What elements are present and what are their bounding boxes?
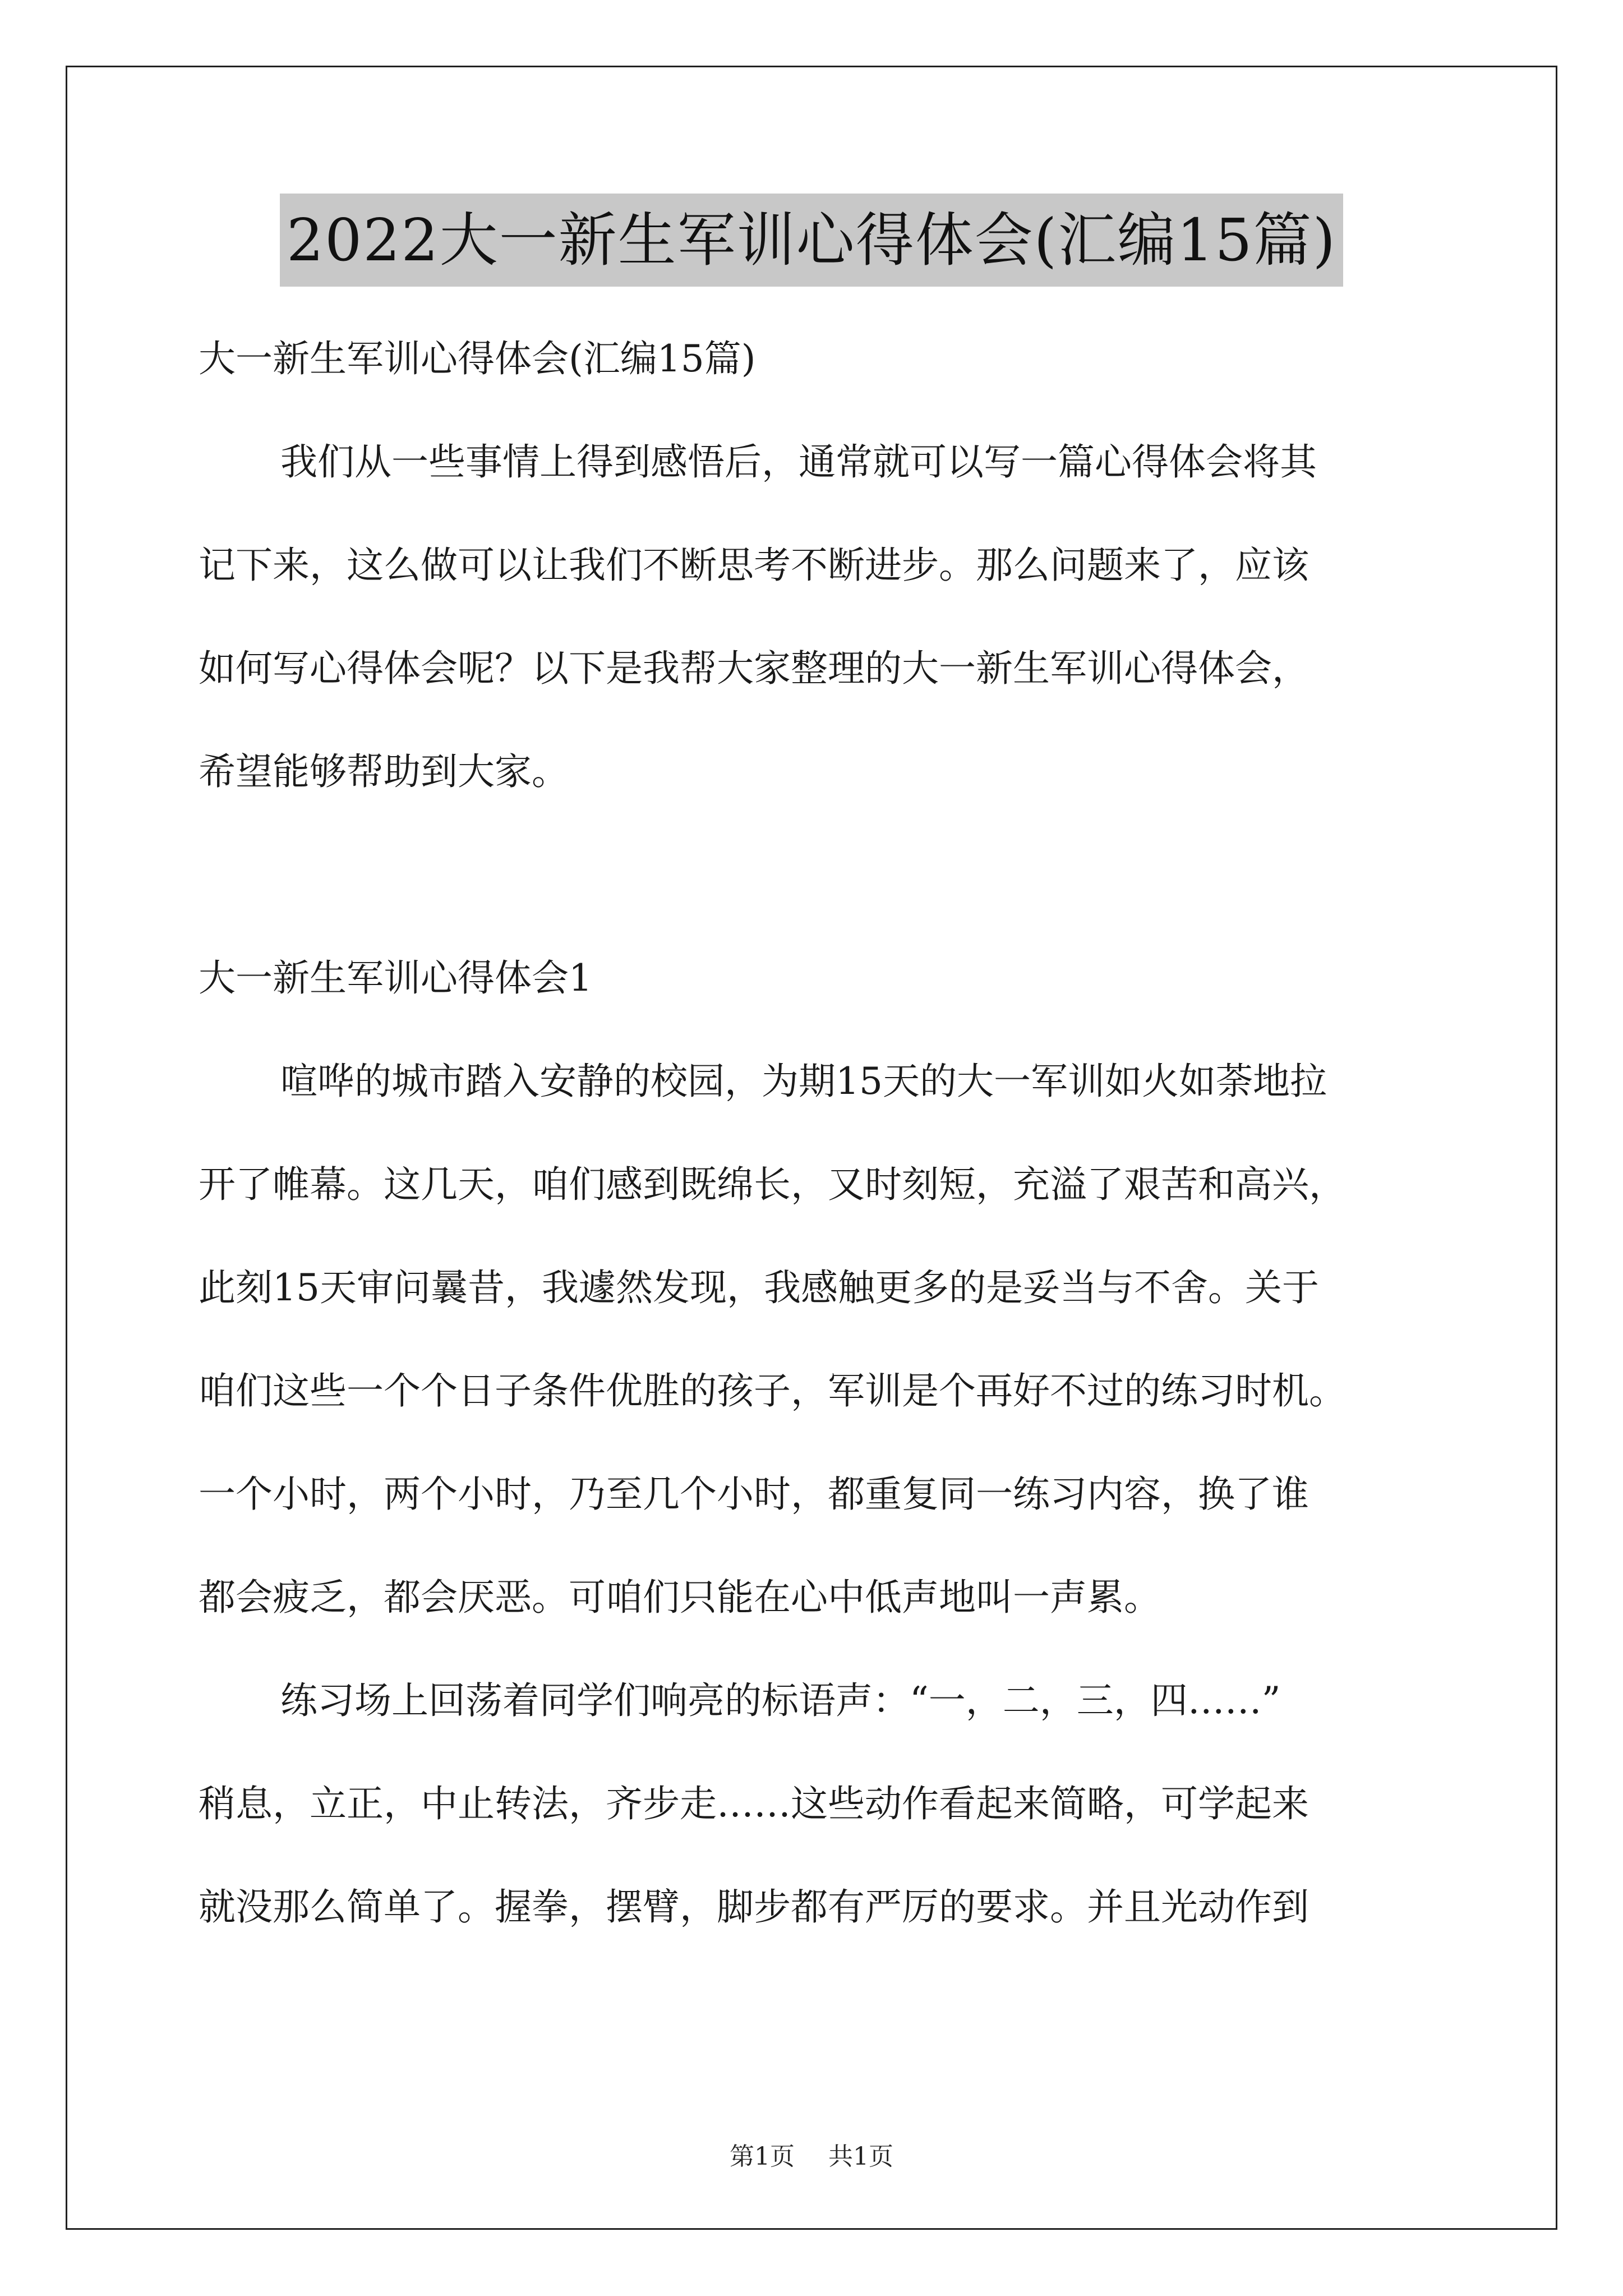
paragraph-line: 此刻15天审问曩昔，我遽然发现，我感触更多的是妥当与不舍。关于 [199,1266,1319,1309]
document-subtitle: 大一新生军训心得体会(汇编15篇) [199,337,756,380]
paragraph-line: 都会疲乏，都会厌恶。可咱们只能在心中低声地叫一声累。 [199,1576,1161,1619]
paragraph-line: 喧哗的城市踏入安静的校园，为期15天的大一军训如火如荼地拉 [280,1060,1327,1103]
page-footer [0,2136,1623,2172]
paragraph-line: 稍息，立正，中止转法，齐步走……这些动作看起来简略，可学起来 [199,1782,1309,1825]
page-total: 共1页 [828,2142,893,2171]
title-container [0,194,1623,287]
spacer [199,823,1432,927]
paragraph-line: 就没那么简单了。握拳，摆臂，脚步都有严厉的要求。并且光动作到 [199,1885,1309,1929]
paragraph-line: 希望能够帮助到大家。 [199,750,569,793]
paragraph-line: 咱们这些一个个日子条件优胜的孩子，军训是个再好不过的练习时机。 [199,1369,1346,1412]
paragraph-line: 练习场上回荡着同学们响亮的标语声：“一，二，三，四……” [280,1679,1281,1722]
section-heading: 大一新生军训心得体会1 [199,956,592,1000]
document-title: 2022大一新生军训心得体会(汇编15篇) [280,194,1343,287]
paragraph-line: 开了帷幕。这几天，咱们感到既绵长，又时刻短，充溢了艰苦和高兴， [199,1163,1346,1206]
paragraph-line: 记下来，这么做可以让我们不断思考不断进步。那么问题来了，应该 [199,544,1309,587]
document-body [199,307,1432,1959]
paragraph-line: 我们从一些事情上得到感悟后，通常就可以写一篇心得体会将其 [280,440,1317,484]
paragraph-line: 如何写心得体会呢？以下是我帮大家整理的大一新生军训心得体会， [199,647,1309,690]
page-number: 第1页 [730,2142,795,2171]
paragraph-line: 一个小时，两个小时，乃至几个小时，都重复同一练习内容，换了谁 [199,1473,1309,1516]
